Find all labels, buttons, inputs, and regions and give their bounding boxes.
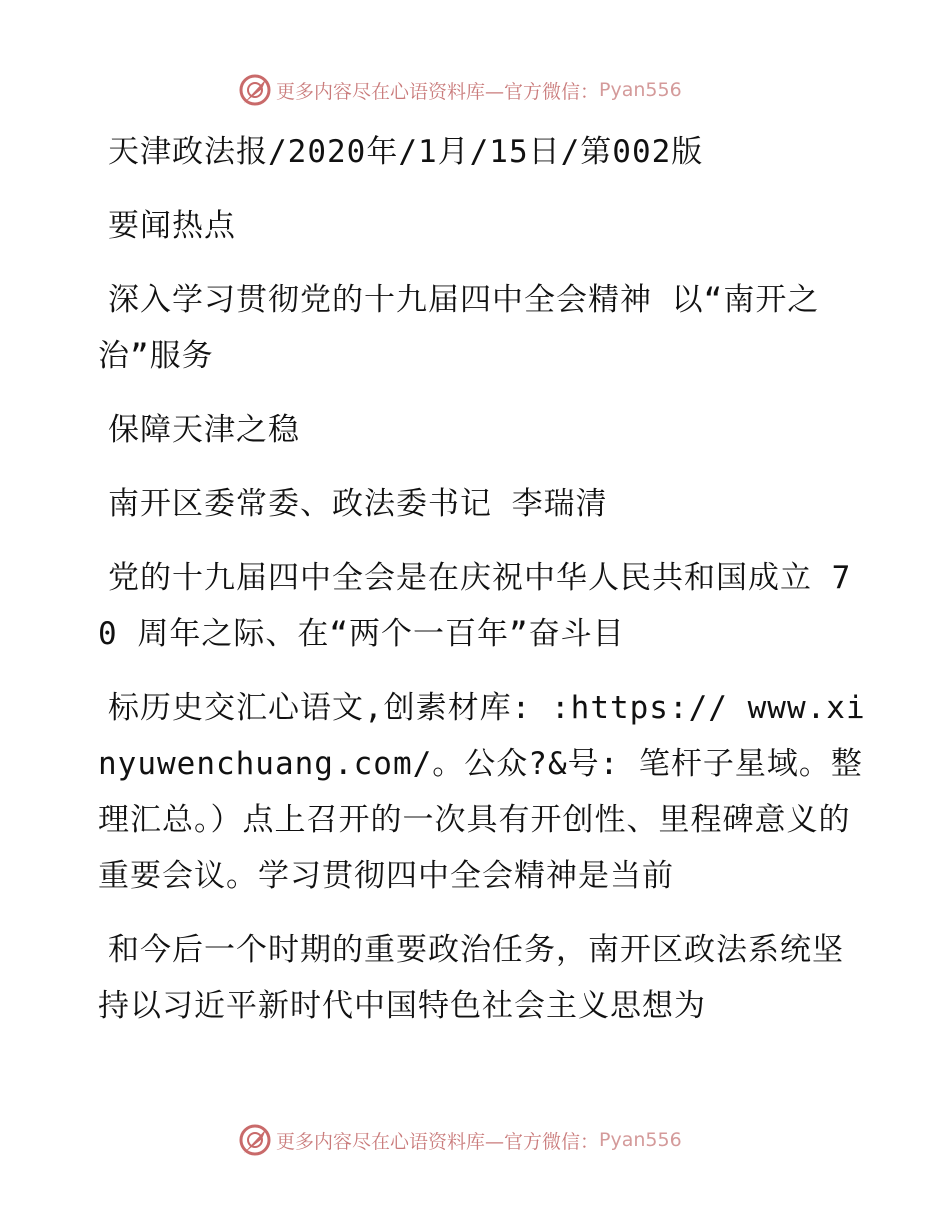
paragraph-body-2: 标历史交汇心语文,创素材库: :https:// www.xinyuwenchuang.com/。公众?&号: 笔杆子星域。整理汇总。）点上召开的一次具有开创性、里程碑意义的重要会议。学习贯彻四中全会精神是当前 bbox=[98, 690, 866, 894]
document-body bbox=[98, 124, 868, 1052]
watermark-footer bbox=[238, 1122, 682, 1158]
paragraph-body-1: 党的十九届四中全会是在庆祝中华人民共和国成立 70 周年之际、在“两个一百年”奋斗目 bbox=[98, 560, 852, 652]
watermark-handle: Pyan556 bbox=[599, 1129, 682, 1151]
watermark-handle: Pyan556 bbox=[599, 79, 682, 101]
paragraph-section: 要闻热点 bbox=[108, 208, 236, 244]
paragraph-byline: 南开区委常委、政法委书记 李瑞清 bbox=[108, 486, 608, 522]
watermark-header bbox=[238, 72, 682, 108]
quill-logo-icon bbox=[238, 73, 272, 107]
quill-logo-icon bbox=[238, 1123, 272, 1157]
paragraph-source: 天津政法报/2020年/1月/15日/第002版 bbox=[108, 134, 704, 170]
watermark-text: 更多内容尽在心语资料库—官方微信： bbox=[276, 1130, 600, 1153]
paragraph-body-3: 和今后一个时期的重要政治任务，南开区政法系统坚持以习近平新时代中国特色社会主义思想为 bbox=[98, 932, 844, 1024]
paragraph-headline: 深入学习贯彻党的十九届四中全会精神 以“南开之治”服务 bbox=[98, 282, 820, 374]
paragraph-headline-cont: 保障天津之稳 bbox=[108, 412, 300, 448]
watermark-text: 更多内容尽在心语资料库—官方微信： bbox=[276, 80, 600, 103]
